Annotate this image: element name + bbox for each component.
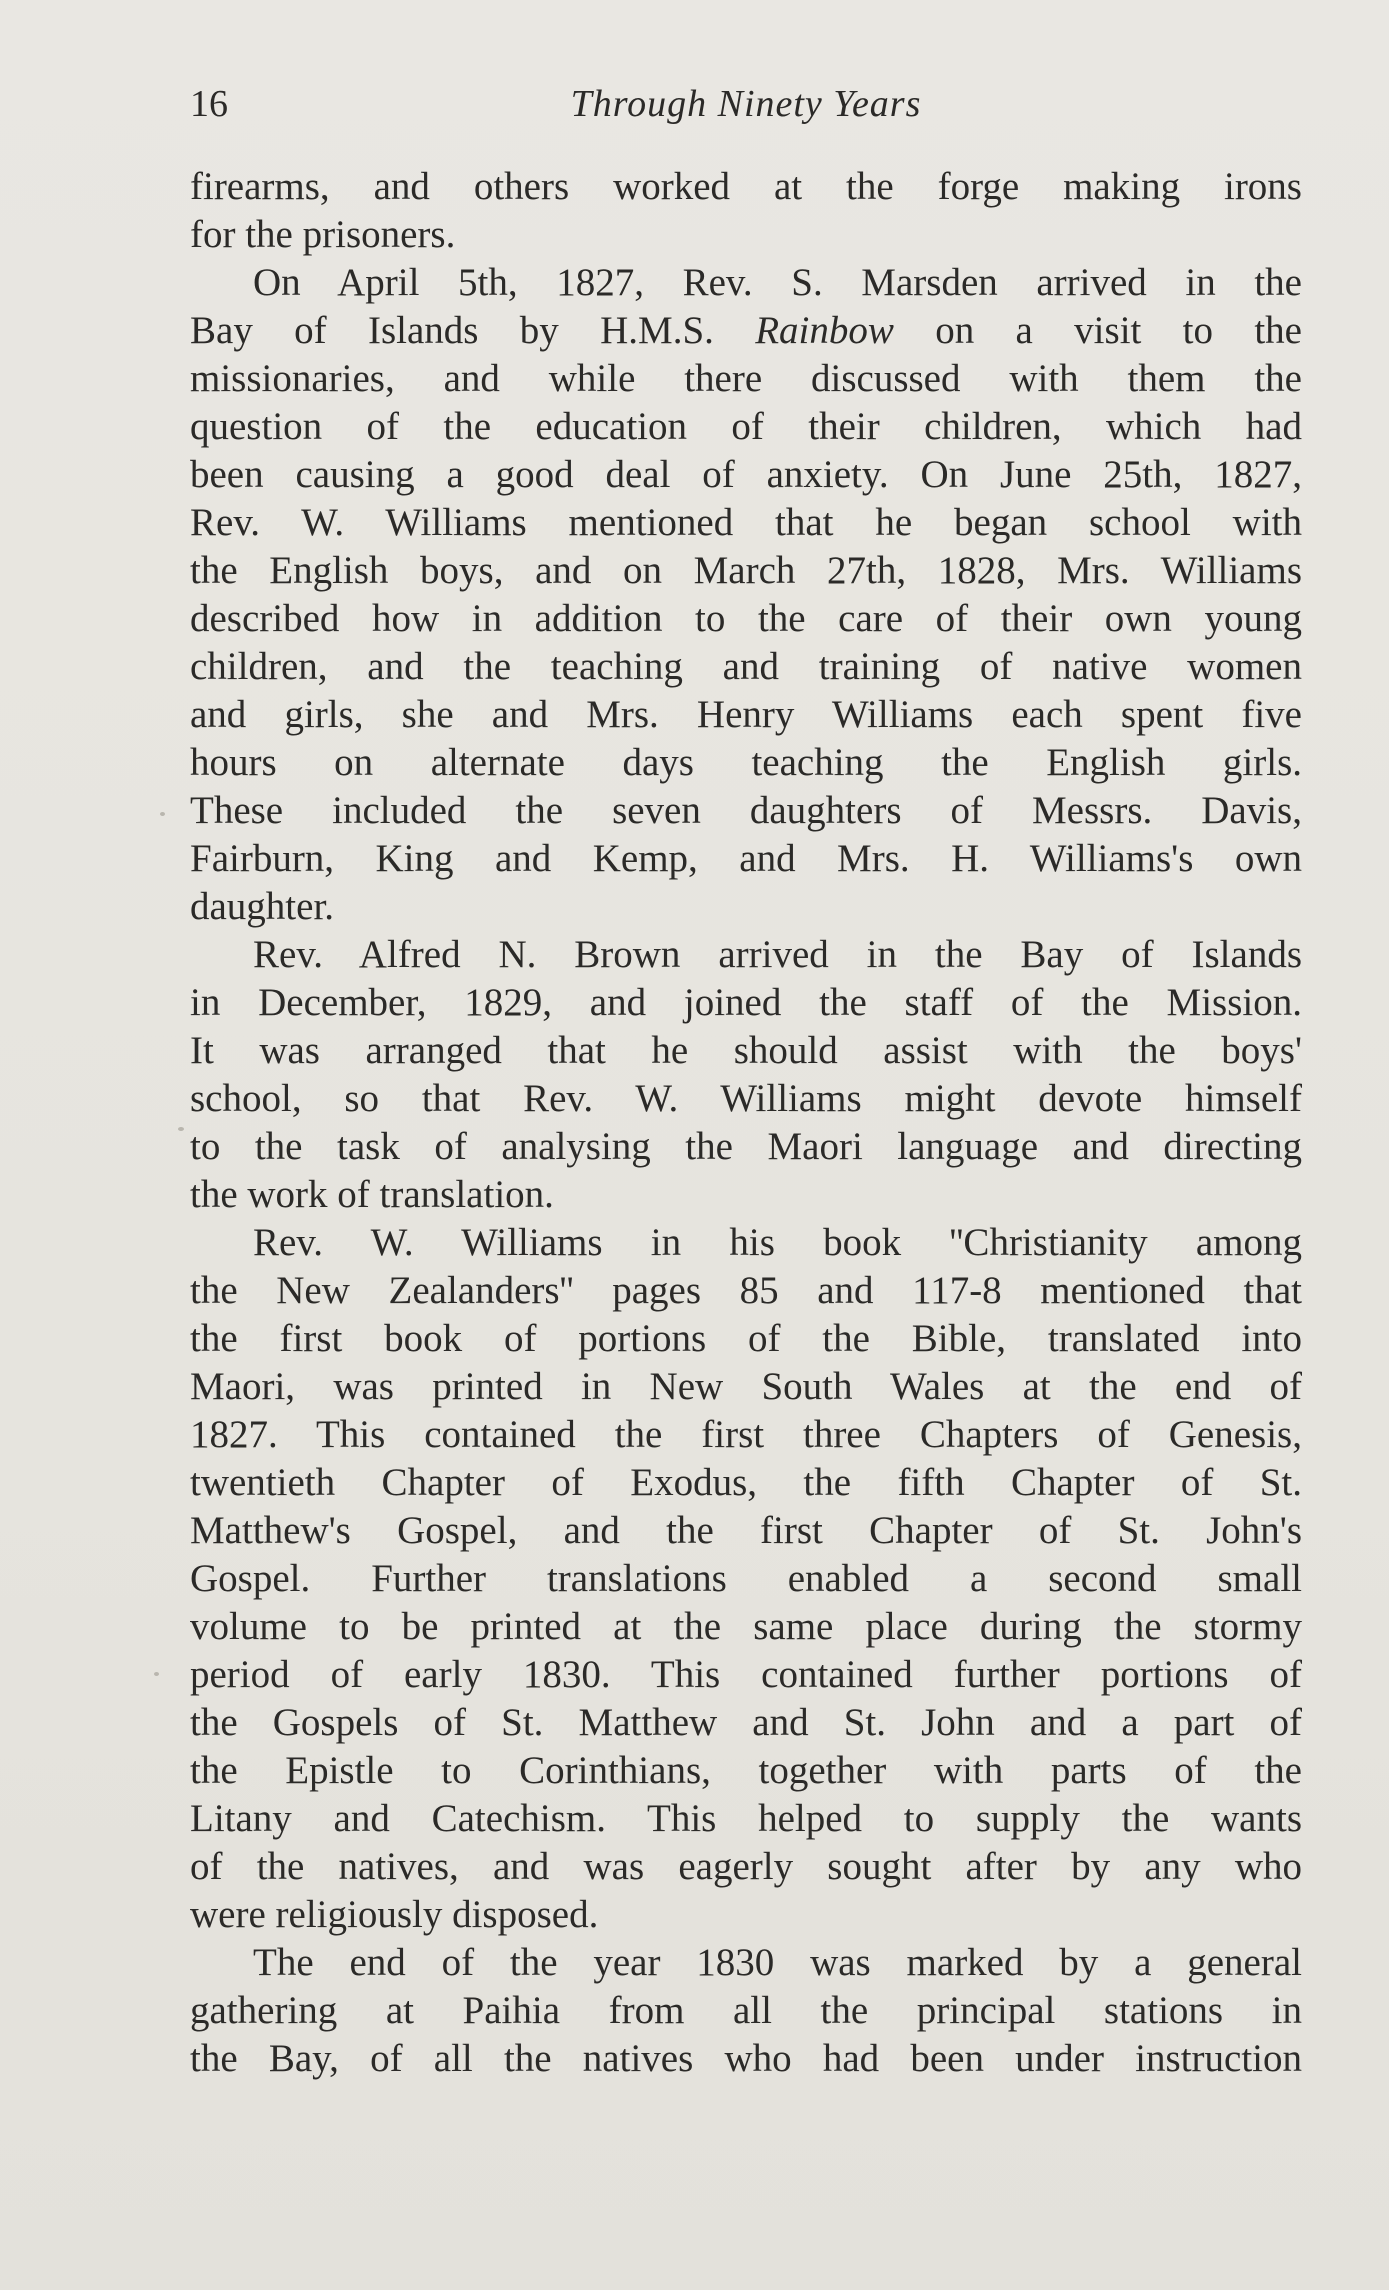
text-line: of the natives, and was eagerly sought after by any who bbox=[190, 1845, 1302, 1888]
speck-mark bbox=[160, 812, 165, 816]
text-line: Fairburn, King and Kemp, and Mrs. H. Williams's own bbox=[190, 837, 1302, 880]
paragraph bbox=[190, 1219, 1302, 1939]
speck-mark bbox=[154, 1672, 159, 1676]
text-line: to the task of analysing the Maori language and directing bbox=[190, 1125, 1302, 1168]
ship-name: Rainbow bbox=[755, 309, 894, 352]
text-line: gathering at Paihia from all the principal stations in bbox=[190, 1989, 1302, 2032]
text-line: for the prisoners. bbox=[190, 213, 456, 256]
body-text bbox=[190, 163, 1302, 2083]
text-line: Rev. W. Williams mentioned that he began school with bbox=[190, 501, 1302, 544]
page-header bbox=[190, 82, 1302, 132]
text-line: Matthew's Gospel, and the first Chapter of St. John's bbox=[190, 1509, 1302, 1552]
text-line: 1827. This contained the first three Chapters of Genesis, bbox=[190, 1413, 1302, 1456]
text-line: These included the seven daughters of Messrs. Davis, bbox=[190, 789, 1302, 832]
paragraph bbox=[190, 259, 1302, 931]
text-line: Rev. Alfred N. Brown arrived in the Bay of Islands bbox=[253, 933, 1302, 976]
text-line: the New Zealanders'' pages 85 and 117-8 mentioned that bbox=[190, 1269, 1302, 1312]
text-line: daughter. bbox=[190, 885, 335, 928]
text-line: firearms, and others worked at the forge making irons bbox=[190, 165, 1302, 208]
text-line: described how in addition to the care of their own young bbox=[190, 597, 1302, 640]
text-line: the Gospels of St. Matthew and St. John and a part of bbox=[190, 1701, 1302, 1744]
text-line: It was arranged that he should assist with the boys' bbox=[190, 1029, 1302, 1072]
text-line: volume to be printed at the same place during the stormy bbox=[190, 1605, 1302, 1648]
text-line: the first book of portions of the Bible, translated into bbox=[190, 1317, 1302, 1360]
text-line: school, so that Rev. W. Williams might devote himself bbox=[190, 1077, 1302, 1120]
text-line: period of early 1830. This contained further portions of bbox=[190, 1653, 1302, 1696]
text-line: hours on alternate days teaching the English girls. bbox=[190, 741, 1302, 784]
text-line: the Epistle to Corinthians, together with parts of the bbox=[190, 1749, 1302, 1792]
text-line: were religiously disposed. bbox=[190, 1893, 599, 1936]
text-line: children, and the teaching and training of native women bbox=[190, 645, 1302, 688]
text-line: and girls, she and Mrs. Henry Williams each spent five bbox=[190, 693, 1302, 736]
text-line: On April 5th, 1827, Rev. S. Marsden arrived in the bbox=[253, 261, 1302, 304]
text-line: twentieth Chapter of Exodus, the fifth Chapter of St. bbox=[190, 1461, 1302, 1504]
page-number: 16 bbox=[190, 83, 228, 125]
text-line: been causing a good deal of anxiety. On June 25th, 1827, bbox=[190, 453, 1302, 496]
running-title: Through Ninety Years bbox=[570, 83, 922, 125]
text-line: the English boys, and on March 27th, 1828, Mrs. Williams bbox=[190, 549, 1302, 592]
text-line: in December, 1829, and joined the staff of the Mission. bbox=[190, 981, 1302, 1024]
text-line: the Bay, of all the natives who had been under instruction bbox=[190, 2037, 1302, 2080]
paragraph bbox=[190, 163, 1302, 259]
text-line: Rev. W. Williams in his book ''Christianity among bbox=[253, 1221, 1302, 1264]
text-line: missionaries, and while there discussed with them the bbox=[190, 357, 1302, 400]
text-line: Gospel. Further translations enabled a second small bbox=[190, 1557, 1302, 1600]
text-line: Bay of Islands by H.M.S. Rainbow on a visit to the bbox=[190, 309, 1302, 352]
text-line: Litany and Catechism. This helped to supply the wants bbox=[190, 1797, 1302, 1840]
paragraph bbox=[190, 1939, 1302, 2083]
text-line: The end of the year 1830 was marked by a general bbox=[253, 1941, 1302, 1984]
text-line: Maori, was printed in New South Wales at the end of bbox=[190, 1365, 1302, 1408]
speck-mark bbox=[178, 1127, 184, 1131]
paragraph bbox=[190, 931, 1302, 1219]
text-line: the work of translation. bbox=[190, 1173, 554, 1216]
text-line: question of the education of their children, which had bbox=[190, 405, 1302, 448]
